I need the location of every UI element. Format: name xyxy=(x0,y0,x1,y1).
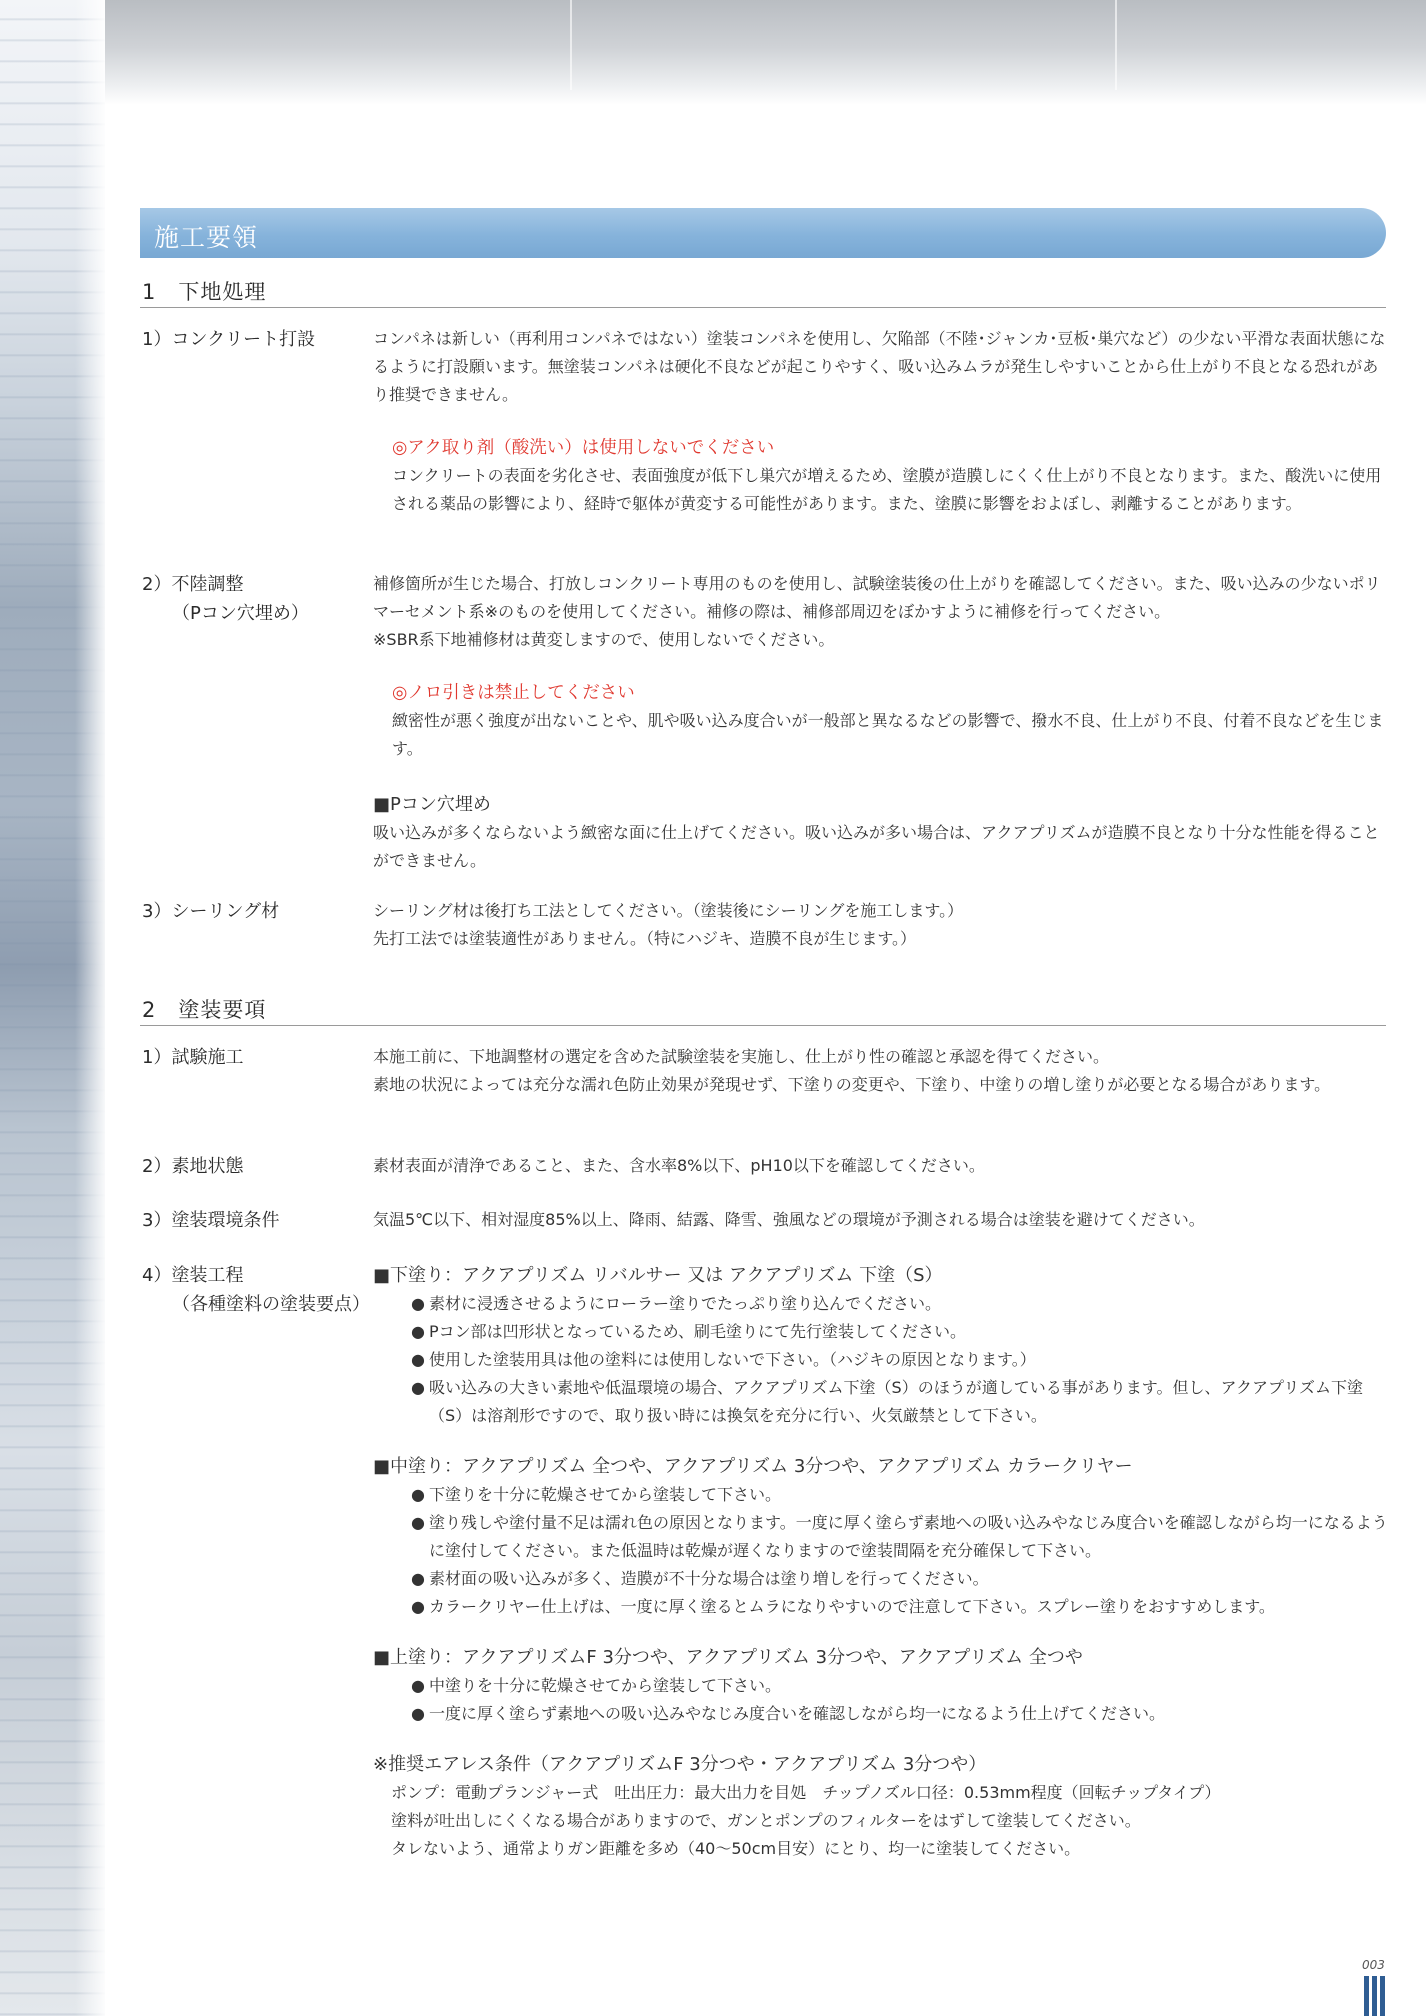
airless-line: 塗料が吐出しにくくなる場合がありますので、ガンとポンプのフィルターをはずして塗装してください。 xyxy=(391,1811,1141,1830)
acid-wash-warning xyxy=(392,434,1388,518)
warning-title: ◎アク取り剤（酸洗い）は使用しないでください xyxy=(392,438,775,458)
list-item: ● 吸い込みの大きい素地や低温環境の場合、アクアプリズム下塗（S）のほうが適している事があります。但し、アクアプリズム下塗（S）は溶剤形ですので、取り扱い時には換気を充分に行い、火気厳禁として下さい。 xyxy=(411,1374,1388,1430)
decorative-building-photo xyxy=(0,0,105,2016)
list-item: ● 素材面の吸い込みが多く、造膜が不十分な場合は塗り増しを行ってください。 xyxy=(411,1565,1388,1593)
warning-title: ◎ノロ引きは禁止してください xyxy=(392,683,635,703)
undercoat-section xyxy=(373,1261,1388,1430)
airless-line: タレないよう、通常よりガン距離を多め（40～50cm目安）にとり、均一に塗装してください。 xyxy=(391,1839,1081,1858)
trial-body: 本施工前に、下地調整材の選定を含めた試験塗装を実施し、仕上がり性の確認と承認を得てください。 素地の状況によっては充分な濡れ色防止効果が発現せず、下塗りの変更や、下塗り、中塗りの増し塗りが必要となる場合があります。 xyxy=(373,1047,1331,1094)
divider xyxy=(140,307,1386,308)
pcon-title: ■Pコン穴埋め xyxy=(373,794,491,815)
pcon-body: 吸い込みが多くならないよう緻密な面に仕上げてください。吸い込みが多い場合は、アクアプリズムが造膜不良となり十分な性能を得ることができません。 xyxy=(373,823,1380,870)
page-number: 003 xyxy=(1362,1958,1385,1972)
list-item: ● Pコン部は凹形状となっているため、刷毛塗りにて先行塗装してください。 xyxy=(411,1318,1388,1346)
airless-section xyxy=(373,1750,1388,1863)
topcoat-section xyxy=(373,1643,1388,1728)
list-item: ● 塗り残しや塗付量不足は濡れ色の原因となります。一度に厚く塗らず素地への吸い込みやなじみ度合いを確認しながら均一になるように塗付してください。また低温時は乾燥が遅くなりますので塗装間隔を充分確保して下さい。 xyxy=(411,1509,1388,1565)
section-title: 施工要領 xyxy=(154,223,259,252)
midcoat-title: ■中塗り：アクアプリズム 全つや、アクアプリズム 3分つや、アクアプリズム カラークリヤー xyxy=(373,1456,1133,1477)
section-title-bar xyxy=(140,208,1386,258)
label-substrate-state: 2）素地状態 xyxy=(142,1156,244,1177)
midcoat-section xyxy=(373,1452,1388,1621)
substrate-state-body: 素材表面が清浄であること、また、含水率8%以下、pH10以下を確認してください。 xyxy=(373,1156,985,1175)
decorative-header-photo xyxy=(105,0,1426,105)
label-concrete-placement: 1）コンクリート打設 xyxy=(142,329,316,350)
list-item: ● 素材に浸透させるようにローラー塗りでたっぷり塗り込んでください。 xyxy=(411,1290,1388,1318)
leveling-body: 補修箇所が生じた場合、打放しコンクリート専用のものを使用し、試験塗装後の仕上がりを確認してください。また、吸い込みの少ないポリマーセメント系※のものを使用してください。補修の際は、補修部周辺をぼかすように補修を行ってください。 ※SBR系下地補修材は黄変しますので、使用しないでください。 xyxy=(373,570,1388,654)
noro-warning xyxy=(392,679,1388,763)
warning-body: 緻密性が悪く強度が出ないことや、肌や吸い込み度合いが一般部と異なるなどの影響で、撥水不良、仕上がり不良、付着不良などを生じます。 xyxy=(392,711,1384,758)
label-sealing: 3）シーリング材 xyxy=(142,901,280,922)
list-item: ● 一度に厚く塗らず素地への吸い込みやなじみ度合いを確認しながら均一になるよう仕上げてください。 xyxy=(411,1700,1388,1728)
undercoat-title: ■下塗り：アクアプリズム リバルサー 又は アクアプリズム 下塗（S） xyxy=(373,1265,943,1286)
list-item: ● カラークリヤー仕上げは、一度に厚く塗るとムラになりやすいので注意して下さい。スプレー塗りをおすすめします。 xyxy=(411,1593,1388,1621)
list-item: ● 使用した塗装用具は他の塗料には使用しないで下さい。（ハジキの原因となります。） xyxy=(411,1346,1388,1374)
airless-title: ※推奨エアレス条件（アクアプリズムF 3分つや・アクアプリズム 3分つや） xyxy=(373,1754,987,1775)
heading-substrate-treatment: 1 下地処理 xyxy=(142,280,267,304)
label-trial: 1）試験施工 xyxy=(142,1047,244,1068)
page-marker xyxy=(1364,1976,1386,2016)
sbr-note: ※SBR系下地補修材は黄変しますので、使用しないでください。 xyxy=(373,630,835,649)
heading-painting-requirements: 2 塗装要項 xyxy=(142,998,267,1022)
list-item: ● 下塗りを十分に乾燥させてから塗装して下さい。 xyxy=(411,1481,1388,1509)
label-leveling: 2）不陸調整 （Pコン穴埋め） xyxy=(142,574,309,624)
list-item: ● 中塗りを十分に乾燥させてから塗装して下さい。 xyxy=(411,1672,1388,1700)
airless-line: ポンプ：電動プランジャー式 吐出圧力：最大出力を目処 チップノズル口径：0.53mm程度（回転チップタイプ） xyxy=(391,1783,1221,1802)
pcon-section xyxy=(373,790,1388,875)
warning-body: コンクリートの表面を劣化させ、表面強度が低下し巣穴が増えるため、塗膜が造膜しにくく仕上がり不良となります。また、酸洗いに使用される薬品の影響により、経時で躯体が黄変する可能性があります。また、塗膜に影響をおよぼし、剥離することがあります。 xyxy=(392,466,1382,513)
label-painting-process: 4）塗装工程 （各種塗料の塗装要点） xyxy=(142,1265,370,1315)
sealing-body: シーリング材は後打ち工法としてください。（塗装後にシーリングを施工します。） 先打工法では塗装適性がありません。（特にハジキ、造膜不良が生じます。） xyxy=(373,901,964,948)
divider xyxy=(140,1025,1386,1026)
label-environment: 3）塗装環境条件 xyxy=(142,1210,280,1231)
concrete-placement-body: コンパネは新しい（再利用コンパネではない）塗装コンパネを使用し、欠陥部（不陸･ジャンカ･豆板･巣穴など）の少ない平滑な表面状態になるように打設願います。無塗装コンパネは硬化不良などが起こりやすく、吸い込みムラが発生しやすいことから仕上がり不良となる恐れがあり推奨できません。 xyxy=(373,329,1386,404)
topcoat-title: ■上塗り：アクアプリズムF 3分つや、アクアプリズム 3分つや、アクアプリズム 全つや xyxy=(373,1647,1083,1668)
environment-body: 気温5℃以下、相対湿度85%以上、降雨、結露、降雪、強風などの環境が予測される場合は塗装を避けてください。 xyxy=(373,1210,1205,1229)
